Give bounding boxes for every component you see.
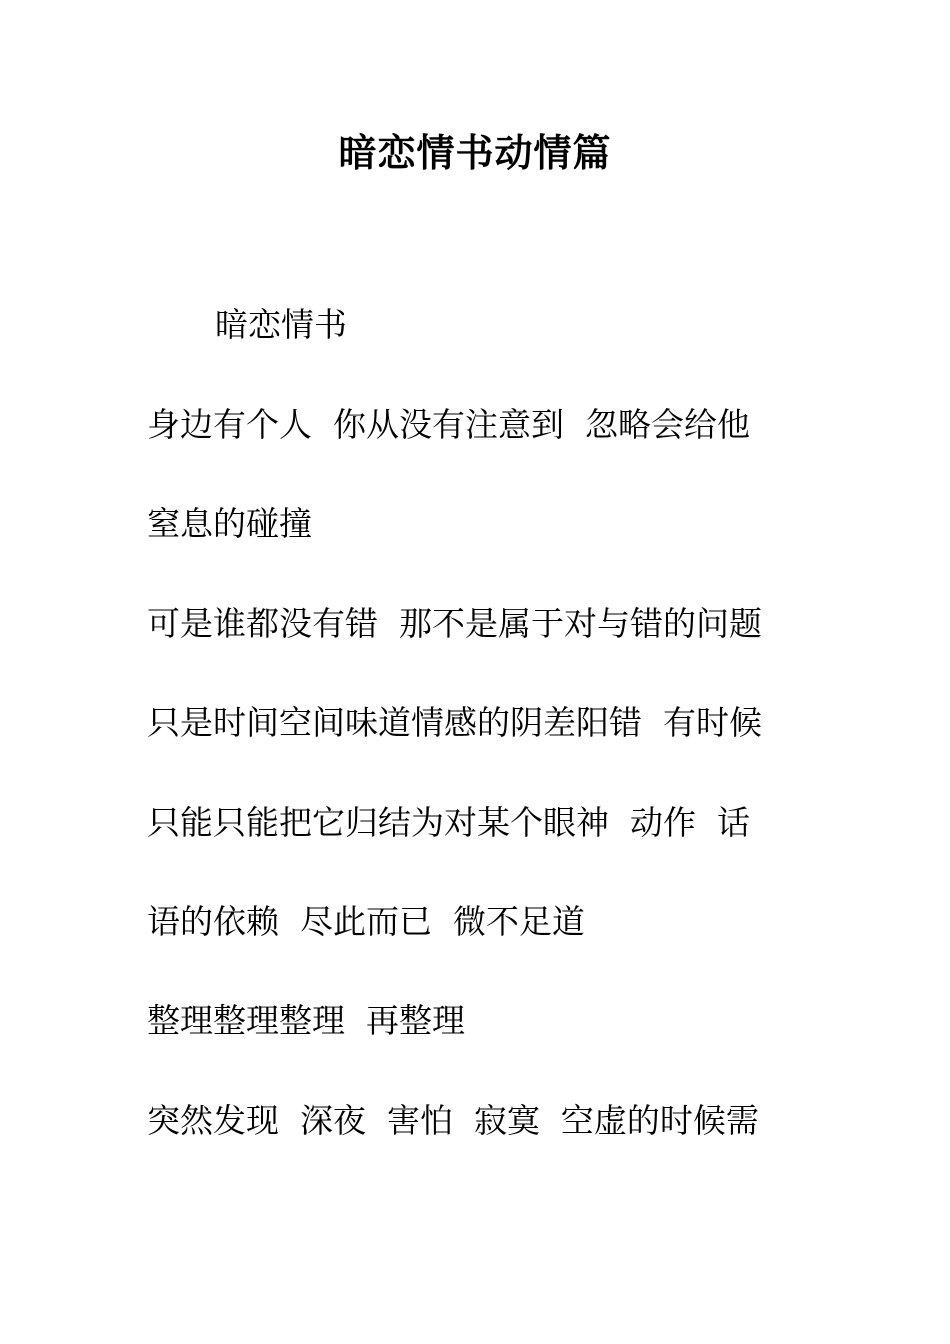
body-line: 窒息的碰撞 <box>147 504 312 544</box>
body-line: 整理整理整理 再整理 <box>147 1001 465 1041</box>
body-line: 可是谁都没有错 那不是属于对与错的问题 <box>147 603 762 643</box>
body-line: 只是时间空间味道情感的阴差阳错 有时候 <box>147 703 762 743</box>
body-line: 身边有个人 你从没有注意到 忽略会给他 <box>147 405 750 444</box>
page-title: 暗恋情书动情篇 <box>338 130 612 175</box>
body-line: 语的依赖 尽此而已 微不足道 <box>147 901 585 941</box>
body-text <box>147 402 762 1197</box>
body-line: 只能只能把它归结为对某个眼神 动作 话 <box>147 802 750 842</box>
body-line: 突然发现 深夜 害怕 寂寞 空虚的时候需 <box>147 1100 759 1140</box>
section-heading: 暗恋情书 <box>215 305 347 344</box>
